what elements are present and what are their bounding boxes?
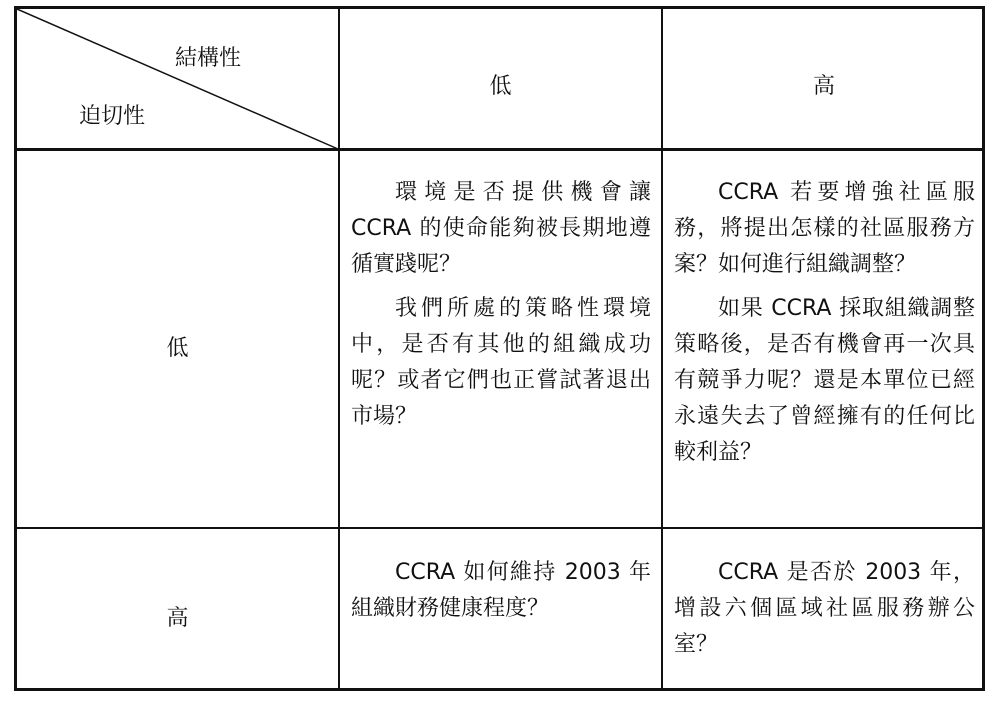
corner-structural-label: 結構性	[175, 46, 242, 71]
row-header-low: 低	[166, 336, 189, 361]
cell-low-low	[351, 175, 651, 443]
cell-paragraph: CCRA 如何維持 2003 年組織財務健康程度？	[351, 560, 651, 621]
cell-paragraph: 我們所處的策略性環境中，是否有其他的組織成功呢？或者它們也正嘗試著退出市場？	[351, 296, 651, 429]
column-divider-2	[661, 9, 663, 688]
cell-low-high	[674, 175, 975, 479]
cell-paragraph: 如果 CCRA 採取組織調整策略後，是否有機會再一次具有競爭力呢？還是本單位已經永遠失去了曾經擁有的任何比較利益？	[674, 296, 975, 465]
cell-paragraph: CCRA 是否於 2003 年，增設六個區域社區服務辦公室？	[674, 560, 975, 657]
column-header-high: 高	[812, 74, 835, 99]
cell-high-low	[351, 555, 651, 635]
corner-diagonal-line	[17, 9, 340, 150]
cell-paragraph: 環境是否提供機會讓 CCRA 的使命能夠被長期地遵循實踐呢？	[351, 180, 651, 277]
row-divider	[17, 527, 982, 529]
cell-paragraph: CCRA 若要增強社區服務，將提出怎樣的社區服務方案？如何進行組織調整？	[674, 180, 975, 277]
strategic-issues-table	[14, 6, 985, 691]
corner-urgency-label: 迫切性	[79, 104, 146, 129]
cell-high-high	[674, 555, 975, 671]
row-header-high: 高	[166, 606, 189, 631]
column-header-low: 低	[489, 74, 512, 99]
